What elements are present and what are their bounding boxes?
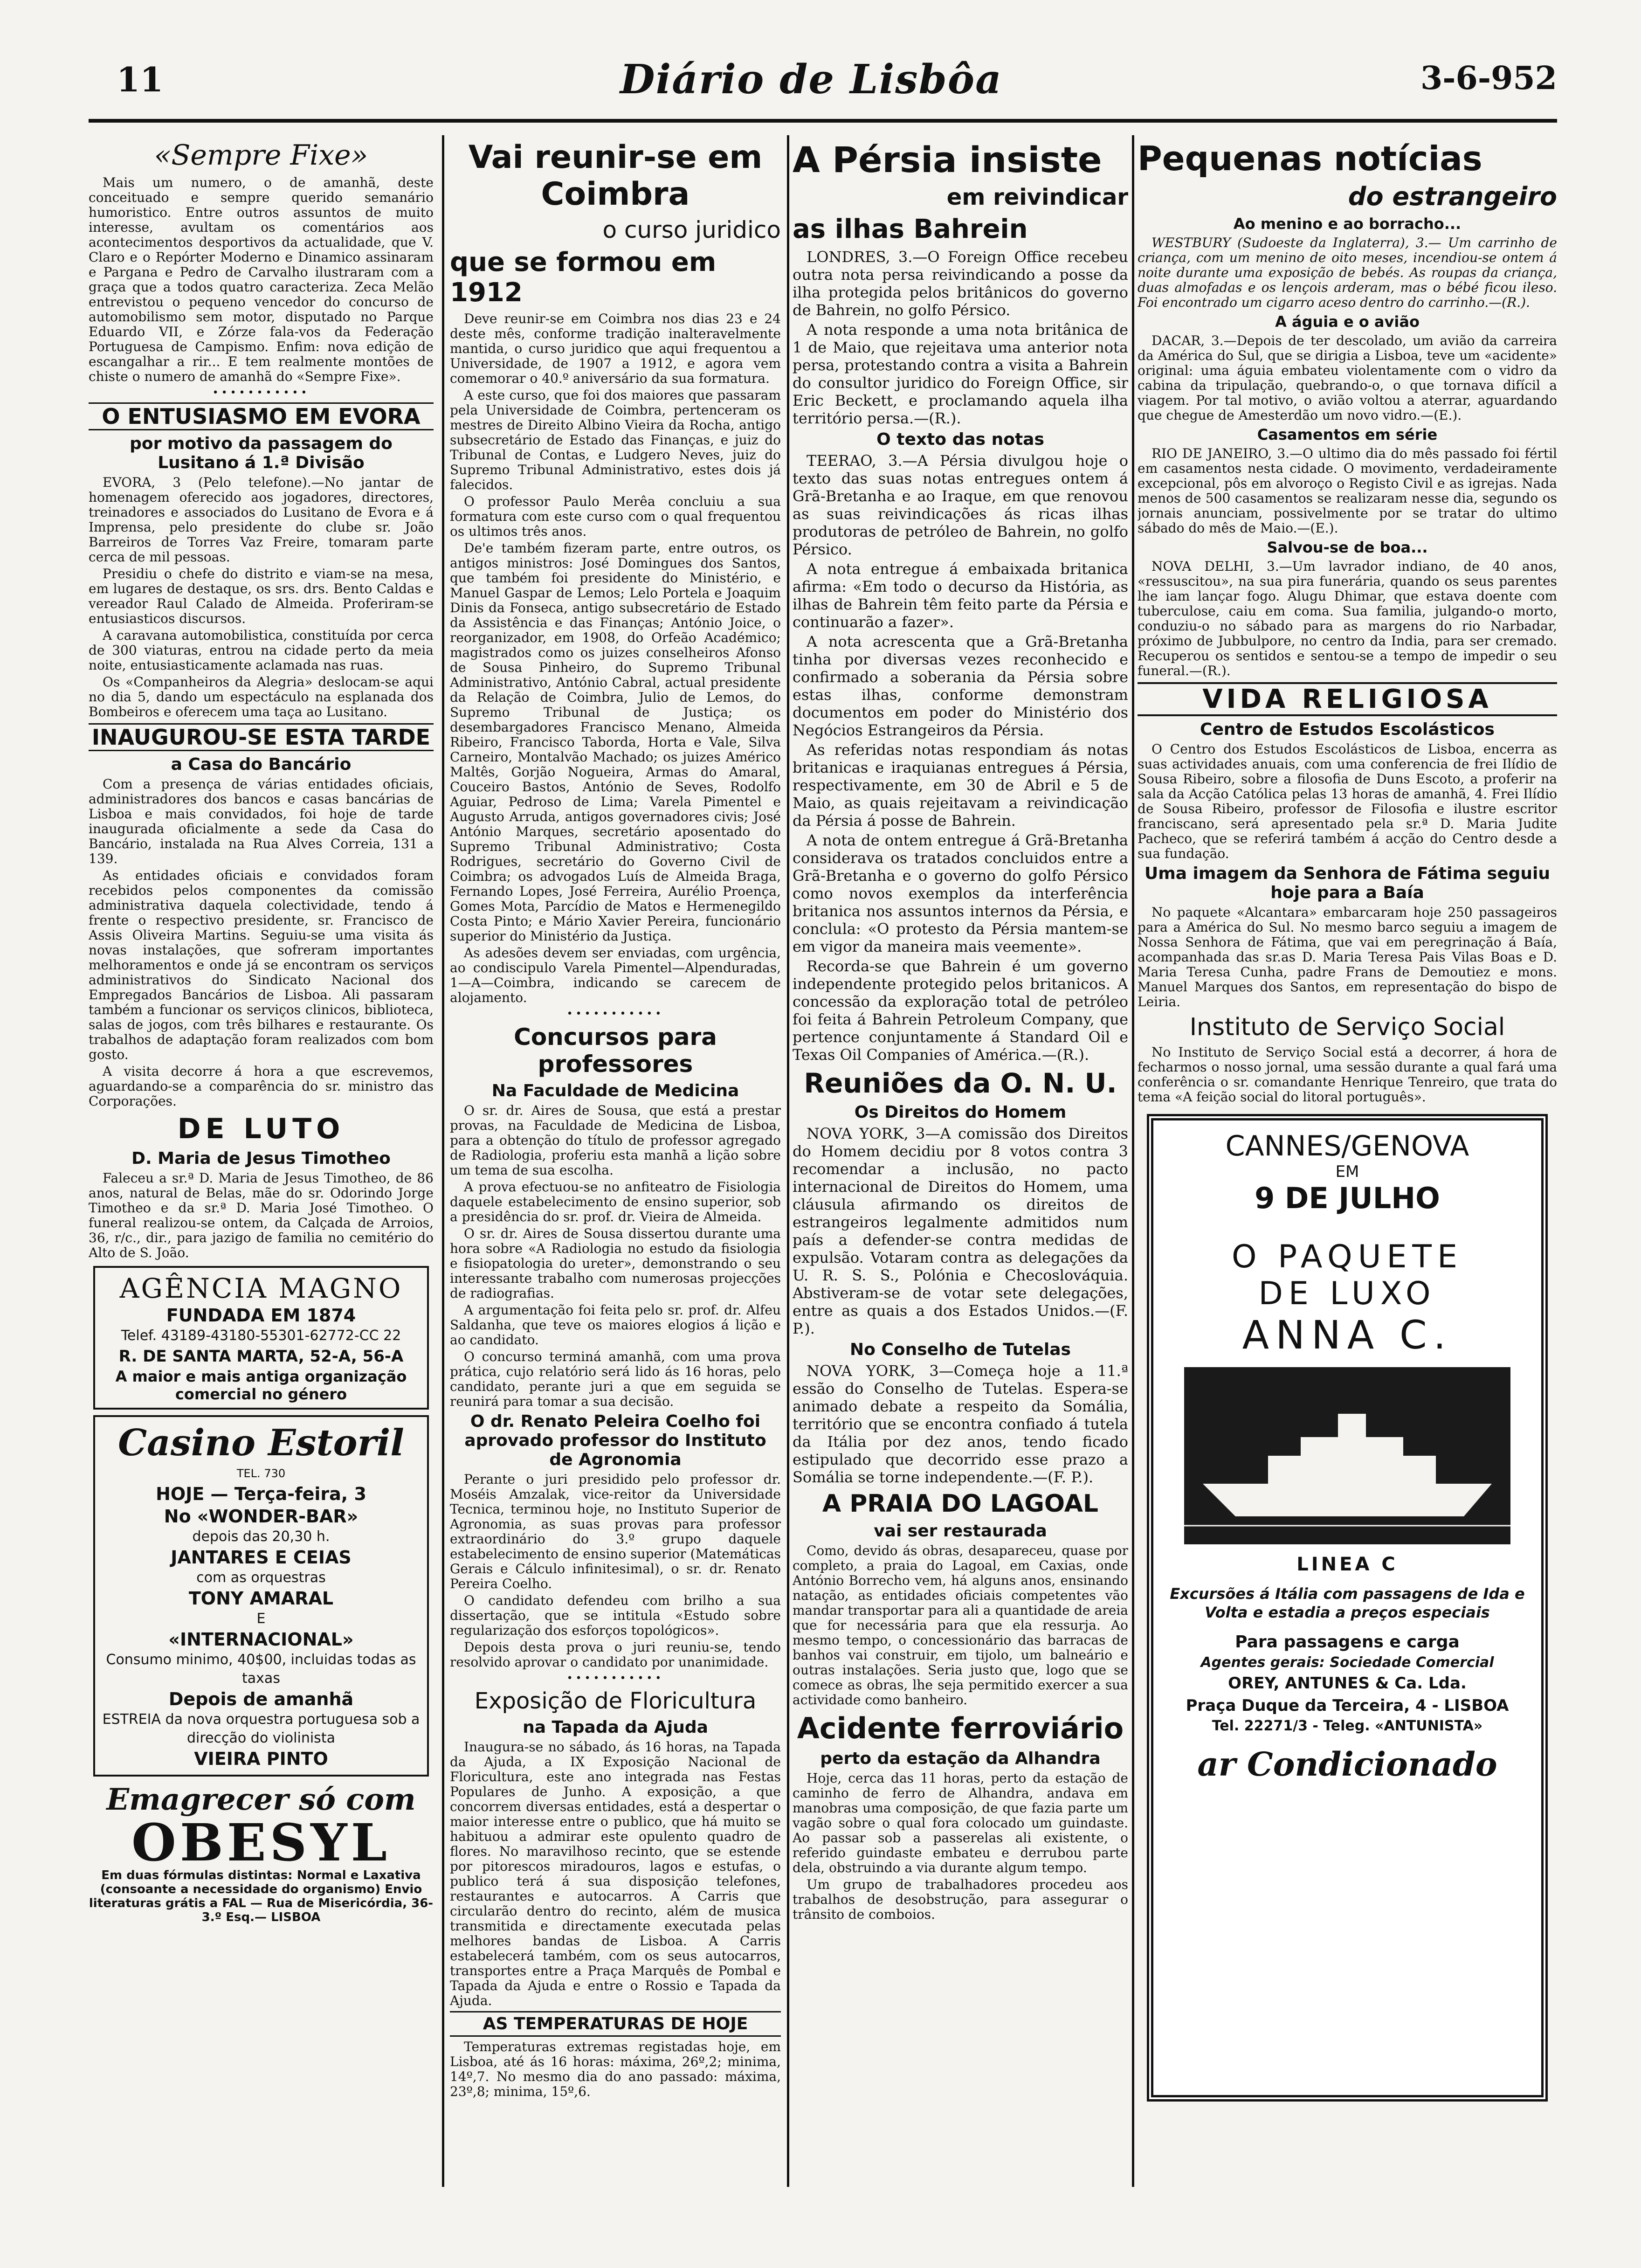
onu-headline: Reuniões da O. N. U.	[804, 1067, 1117, 1099]
column-2	[450, 135, 781, 2187]
brief-headline: Casamentos em série	[1257, 426, 1438, 443]
issue-date: 3-6-952	[1420, 60, 1557, 97]
article-text: As adesões devem ser enviadas, com urgência, ao condiscipulo Varela Pimentel—Alpenduradas, 1—A—Coimbra, indicando se carecem de alojamento.	[450, 945, 781, 1005]
article-text: O sr. dr. Aires de Sousa dissertou durante uma hora sobre «A Radiologia no estudo da fisiologia e fisiopatologia do ureter», demonstrando o seu interessante trabalho com numerosas projecções de radiografias.	[450, 1226, 781, 1301]
casino-line: Depois de amanhã	[168, 1689, 354, 1709]
acidente-headline: Acidente ferroviário	[797, 1711, 1124, 1745]
onu-subhead-2: No Conselho de Tutelas	[850, 1340, 1071, 1359]
ship-icon	[1184, 1367, 1510, 1544]
article-text: O concurso terminá amanhã, com uma prova prática, cujo relatório será lido ás 16 horas, pelo candidato, perante juri a que em seguida se reunirá para tomar a sua decisão.	[450, 1349, 781, 1409]
ad-route: CANNES/GENOVA	[1225, 1130, 1469, 1162]
ad-passagens: Para passagens e carga	[1235, 1632, 1460, 1652]
instituto-headline: Instituto de Serviço Social	[1189, 1013, 1505, 1041]
casino-estoril-ad	[93, 1415, 429, 1777]
floricultura-subhead: na Tapada da Ajuda	[523, 1718, 708, 1737]
masthead-rule	[89, 119, 1557, 123]
lagoal-headline: A PRAIA DO LAGOAL	[822, 1490, 1099, 1518]
article-text: WESTBURY (Sudoeste da Inglaterra), 3.— Um carrinho de criança, com um menino de oito meses, incendiou-se ontem á noite durante uma exposição de bebés. As roupas da criança, duas almofadas e os lençois arderam, mas o bébé ficou ileso. Foi encontrado um cigarro aceso dentro do carrinho.—(R.).	[1138, 235, 1557, 310]
luto-subhead: D. Maria de Jesus Timotheo	[131, 1149, 391, 1168]
article-text: As referidas notas respondiam ás notas britanicas e iraquianas entregues á Pérsia, respectivamente, em 30 de Abril e 5 de Maio, as quais rejeitavam a reivindicação da Pérsia á posse de Bahrein.	[793, 741, 1128, 830]
ad-paquete: O PAQUETE	[1232, 1238, 1463, 1275]
sempre-fixe-title: «Sempre Fixe»	[154, 139, 368, 172]
article-text: Temperaturas extremas registadas hoje, em Lisboa, até ás 16 horas: máxima, 26º,2; minima, 14º,7. No mesmo dia do ano passado: máxima, 23º,8; minima, 15º,6.	[450, 2039, 781, 2099]
article-text: A prova efectuou-se no anfiteatro de Fisiologia daquele estabelecimento de ensino superior, sob a presidência do sr. prof. dr. Vieira de Almeida.	[450, 1179, 781, 1224]
evora-subhead: por motivo da passagem do Lusitano á 1.ª Divisão	[130, 434, 393, 472]
renato-headline: O dr. Renato Peleira Coelho foi aprovado professor do Instituto de Agronomia	[464, 1412, 766, 1469]
anna-c-ship-ad	[1147, 1114, 1548, 2102]
casino-line: HOJE — Terça-feira, 3	[156, 1484, 366, 1504]
article-text: RIO DE JANEIRO, 3.—O ultimo dia do mês passado foi fértil em casamentos nesta cidade. O movimento, verdadeiramente excepcional, pôs em alvoroço o Registo Civil e as igrejas. Nada menos de 500 casamentos se realizaram nesse dia, segundo os jornais anunciam, possivelmente por se tratar do ultimo sábado do mês de Maio.—(E.).	[1138, 446, 1557, 536]
article-text: O Centro dos Estudos Escolásticos de Lisboa, encerra as suas actividades anuais, com uma conferencia de frei Ilídio de Sousa Ribeiro, sobre a filosofia de Duns Escoto, a proferir na sala da Acção Católica pelas 13 horas de amanhã, 4. Frei Ilídio de Sousa Ribeiro, professor de Filosofia e ilustre escritor franciscano, será apresentado pela sr.ª D. Maria Judite Pacheco, que se referirá também á acção do Centro desde a sua fundação.	[1138, 741, 1557, 861]
ad-ship-name: ANNA C.	[1242, 1312, 1453, 1358]
agencia-address: R. DE SANTA MARTA, 52-A, 56-A	[118, 1347, 404, 1366]
ad-agentes: Agentes gerais: Sociedade Comercial	[1200, 1654, 1494, 1671]
article-text: O sr. dr. Aires de Sousa, que está a prestar provas, na Faculdade de Medicina de Lisboa, para a obtenção do título de professor agregado de Radiologia, proferiu esta manhã a lição sobre um tema de sua escolha.	[450, 1103, 781, 1178]
article-text: Depois desta prova o juri reuniu-se, tendo resolvido aprovar o candidato por unanimidade.	[450, 1639, 781, 1670]
vida-religiosa-headline: VIDA RELIGIOSA	[1138, 682, 1557, 716]
article-text: A visita decorre á hora a que escrevemos, aguardando-se a comparência do sr. ministro das Corporações.	[89, 1064, 434, 1109]
evora-headline: O ENTUSIASMO EM EVORA	[89, 402, 434, 430]
casino-logo: Casino Estoril	[118, 1422, 404, 1464]
persia-subhead-3: O texto das notas	[876, 430, 1044, 449]
coimbra-headline: Vai reunir-se em Coimbra	[468, 139, 763, 213]
article-text: Perante o juri presidido pelo professor dr. Moséis Amzalak, vice-reitor da Universidade Tecnica, terminou hoje, no Instituto Superior de Agronomia, as suas provas para professor extraordinário do 3.º grupo daquele estabelecimento de ensino superior (Matemáticas Gerais e Cálculo infinitesimal), o sr. dr. Renato Pereira Coelho.	[450, 1472, 781, 1591]
casino-line: VIEIRA PINTO	[194, 1749, 328, 1769]
separator: •••••••••••	[212, 387, 310, 399]
column-divider	[787, 135, 789, 2187]
lines-logo: LINEA C	[1296, 1554, 1398, 1575]
vida-religiosa-subhead: Centro de Estudos Escolásticos	[1200, 720, 1495, 739]
lagoal-subhead: vai ser restaurada	[874, 1521, 1047, 1541]
casino-line: com as orquestras	[196, 1570, 326, 1586]
column-divider	[1132, 135, 1134, 2187]
article-text: Um grupo de trabalhadores procedeu aos trabalhos de desobstrução, para assegurar o trânsito de comboios.	[793, 1877, 1128, 1922]
article-text: O professor Paulo Merêa concluiu a sua formatura com este curso com o qual frequentou os ultimos três anos.	[450, 494, 781, 539]
article-text: O candidato defendeu com brilho a sua dissertação, que se intitula «Estudo sobre regularização dos esforços topológicos».	[450, 1593, 781, 1638]
article-text: Faleceu a sr.ª D. Maria de Jesus Timotheo, de 86 anos, natural de Belas, mãe do sr. Odorindo Jorge Timotheo e da sr.ª D. Maria José Timotheo. O funeral realizou-se ontem, da Calçada de Arroios, 36, r/c., dir., para jazigo de familia no cemitério do Alto de S. João.	[89, 1170, 434, 1260]
casino-line: depois das 20,30 h.	[192, 1528, 330, 1545]
article-text: A este curso, que foi dos maiores que passaram pela Universidade de Coimbra, pertenceram os mestres de Direito Albino Vieira da Rocha, antigo subsecretário de Estado das Finanças, e juiz do Tribunal de Contas, e Ludgero Neves, juiz do Supremo Tribunal Administrativo, estes dois já falecidos.	[450, 387, 781, 492]
obesyl-name: OBESYL	[131, 1812, 391, 1873]
article-text: NOVA DELHI, 3.—Um lavrador indiano, de 40 anos, «ressuscitou», na sua pira funerária, quando os seus parentes lhe iam lançar fogo. Alugu Dhimar, que estava doente com tuberculose, caiu em coma. Sua familia, julgando-o morto, conduziu-o no sábado para as margens do rio Narbadar, próximo de Jubbulpore, no centro da India, para ser cremado. Recuperou os sentidos e sentou-se a tempo de impedir o seu funeral.—(R.).	[1138, 559, 1557, 678]
page-number: 11	[117, 60, 164, 99]
column-4	[1138, 135, 1557, 2187]
ad-de-luxo: DE LUXO	[1258, 1275, 1436, 1312]
article-text: A argumentação foi feita pelo sr. prof. dr. Alfeu Saldanha, que teve os maiores elogios á lição e ao candidato.	[450, 1302, 781, 1348]
casino-tel: TEL. 730	[236, 1467, 286, 1480]
article-text: De'e também fizeram parte, entre outros, os antigos ministros: José Domingues dos Santos, que também foi presidente do Ministério, e Manuel Gaspar de Lemos; Lelo Portela e Joaquim Dinis da Fonseca, antigo subsecretário de Estado da Assistência e das Finanças; António Joice, o reorganizador, em 1908, do Orfeão Académico; magistrados como os juizes conselheiros Afonso de Sousa Pinheiro, do Supremo Tribunal Administrativo, António Cabral, actual presidente da Relação de Coimbra, Julio de Lemos, do Supremo Tribunal de Justiça; os desembargadores Francisco Menano, Almeida Ribeiro, Francisco Taborda, Horta e Vale, Silva Carneiro, Montalvão Machado; os juizes Américo Maltês, Gorjão Nogueira, Armas do Amaral, Couceiro Bastos, António de Seves, Rodolfo Aguiar, Pedroso de Lima; Varela Pimentel e Augusto Arruda, antigos governadores civis; José António Marques, secretário aposentado do Supremo Tribunal Administrativo; Costa Rodrigues, secretário do Governo Civil de Coimbra; os advogados Luís de Almeida Braga, Fernando Lopes, José Ferreira, Aurélio Proença, Gomes Mota, Parcídio de Matos e Hermenegildo Costa Pinto; e Mário Xavier Pereira, funcionário superior do Ministério da Justiça.	[450, 540, 781, 944]
agencia-magno-ad	[93, 1266, 429, 1410]
persia-headline: A Pérsia insiste	[793, 139, 1102, 180]
article-text: Como, devido ás obras, desapareceu, quase por completo, a praia do Lagoal, em Caxias, onde António Borrecho vem, há alguns anos, ensinando natação, as entidades oficiais competentes vão mandar transportar para ali a quantidade de areia que for necessária para que ela ressurja. Ao mesmo tempo, o concessionário das barracas de banhos vai construir, em tijolo, um balneário e outras instalações. Seria justo que, logo que se comece as obras, lhe seja permitido exercer a sua actividade como banheiro.	[793, 1543, 1128, 1708]
article-text: No paquete «Alcantara» embarcaram hoje 250 passageiros para a América do Sul. No mesmo barco seguiu a imagem de Nossa Senhora de Fátima, que vai em peregrinação á Baía, acompanhada das sr.as D. Maria Teresa Pais Vilas Boas e D. Maria Teresa Cunha, padre Frans de Demoutiez e mons. Manuel Marques dos Santos, em representação do bispo de Leiria.	[1138, 905, 1557, 1010]
ad-address: Praça Duque da Terceira, 4 - LISBOA	[1186, 1696, 1509, 1715]
persia-subhead: em reivindicar	[946, 184, 1128, 210]
luto-headline: DE LUTO	[177, 1113, 345, 1145]
casino-line: No «WONDER-BAR»	[164, 1506, 359, 1527]
ad-excursions: Excursões á Itália com passagens de Ida e Volta e estadia a preços especiais	[1170, 1585, 1525, 1621]
concursos-headline: Concursos para professores	[514, 1023, 717, 1078]
agencia-slogan: A maior e mais antiga organização comercial no género	[115, 1368, 407, 1403]
article-text: LONDRES, 3.—O Foreign Office recebeu outra nota persa reivindicando a posse da ilha protegida pelos britânicos do governo de Bahrein, no golfo Pérsico.	[793, 248, 1128, 319]
article-text: Com a presença de várias entidades oficiais, administradores dos bancos e casas bancárias de Lisboa e mais convidados, foi hoje de tarde inaugurada oficialmente a sede da Casa do Bancário, instalada na Rua Alves Correia, 131 a 139.	[89, 776, 434, 866]
article-text: A nota entregue á embaixada britanica afirma: «Em todo o decurso da História, as ilhas de Bahrein têm feito parte da Pérsia e continuarão a fazer».	[793, 560, 1128, 631]
column-3	[793, 135, 1128, 2187]
obesyl-slogan: Emagrecer só com	[106, 1782, 416, 1817]
coimbra-subhead: o curso juridico	[602, 216, 781, 243]
column-1	[89, 135, 434, 2187]
article-text: NOVA YORK, 3—Começa hoje a 11.ª essão do Conselho de Tutelas. Espera-se animado debate a respeito da Somália, território que se encontra confiado á tutela da Itália por dez anos, tendo ficado estipulado que decorrido esse prazo a Somália se torne independente.—(F. P.).	[793, 1362, 1128, 1486]
article-text: NOVA YORK, 3—A comissão dos Direitos do Homem decidiu por 8 votos contra 3 recomendar a inclusão, no pacto internacional de Direitos do Homem, uma cláusula afirmando os direitos de estrangeiros legalmente admitidos num país a defender-se contra medidas de expulsão. Votaram contra as delegações da U. R. S. S., Polónia e Checoslováquia. Abstiveram-se de votar sete delegações, entre as quais a dos Estados Unidos.—(F. P.).	[793, 1125, 1128, 1337]
separator: •••••••••••	[566, 1673, 664, 1684]
agencia-founded: FUNDADA EM 1874	[166, 1305, 356, 1326]
separator: •••••••••••	[566, 1008, 664, 1020]
article-text: DACAR, 3.—Depois de ter descolado, um avião da carreira da América do Sul, que se dirigia a Lisboa, teve um «acidente» original: uma águia embateu violentamente com o vidro da cabina da tripulação, quebrando-o, o que tornava difícil a viagem. Por tal motivo, o avião voltou a aterrar, aguardando que chegue de Amesterdão um novo vidro.—(E.).	[1138, 333, 1557, 423]
bancario-headline: INAUGUROU-SE ESTA TARDE	[89, 723, 434, 751]
floricultura-headline: Exposição de Floricultura	[474, 1688, 757, 1714]
casino-line: «INTERNACIONAL»	[168, 1629, 354, 1650]
obesyl-text: Em duas fórmulas distintas: Normal e Laxativa (consoante a necessidade do organismo) Envio literaturas grátis a FAL — Rua de Misericórdia, 36-3.º Esq.— LISBOA	[89, 1868, 434, 1924]
fatima-headline: Uma imagem da Senhora de Fátima seguiu hoje para a Baía	[1144, 864, 1551, 902]
pequenas-subhead: do estrangeiro	[1348, 182, 1557, 211]
agencia-phones: Telef. 43189-43180-55301-62772-CC 22	[121, 1328, 401, 1344]
casino-line: TONY AMARAL	[188, 1588, 334, 1609]
brief-headline: Salvou-se de boa...	[1267, 539, 1428, 556]
bancario-subhead: a Casa do Bancário	[171, 755, 352, 774]
ad-tel: Tel. 22271/3 - Teleg. «ANTUNISTA»	[1212, 1718, 1483, 1734]
pequenas-headline: Pequenas notícias	[1138, 139, 1482, 178]
article-text: Deve reunir-se em Coimbra nos dias 23 e 24 deste mês, conforme tradição inalteravelmente mantida, o curso juridico que aqui frequentou a Universidade, de 1907 a 1912, e agora vem comemorar o 40.º aniversário da sua formatura.	[450, 311, 781, 386]
temperaturas-headline: AS TEMPERATURAS DE HOJE	[450, 2011, 781, 2037]
acidente-subhead: perto da estação da Alhandra	[820, 1749, 1101, 1768]
casino-line: JANTARES E CEIAS	[171, 1547, 352, 1568]
article-text: As entidades oficiais e convidados foram recebidos pelos componentes da comissão administrativa daquela colectividade, tendo á frente o respectivo presidente, sr. Francisco de Assis Oliveira Martins. Seguiu-se uma visita ás novas instalações, que sofreram importantes melhoramentos e onde já se encontram os serviços administrativos do Sindicato Nacional dos Empregados Bancários de Lisboa. Ali passaram também a funcionar os serviços clinicos, biblioteca, salas de jogos, com três bilhares e restaurante. Os trabalhos de adaptação foram realizados com bom gosto.	[89, 868, 434, 1062]
casino-line: E	[256, 1611, 266, 1627]
coimbra-subhead-2: que se formou em 1912	[450, 247, 717, 308]
article-text: Mais um numero, o de amanhã, deste conceituado e sempre querido semanário humoristico. Entre outros assuntos de muito interesse, avultam os comentários aos acontecimentos desportivos da actualidade, que V. Claro e o Repórter Moderno e Dinamico assinaram e Pargana e Pedro de Carvalho ilustraram com a graça que a todos quatro caracteriza. Zeca Melão entrevistou o pequeno vencedor do concurso de automobilismo sem motor, disputado no Parque Eduardo VII, e Zórze fala-vos da Federação Portuguesa de Campismo. Enfim: nova edição de escangalhar a rir... E tem realmente montões de chiste o numero de amanhã do «Sempre Fixe».	[89, 175, 434, 384]
concursos-subhead: Na Faculdade de Medicina	[491, 1081, 739, 1100]
column-divider	[442, 135, 444, 2187]
brief-headline: Ao menino e ao borracho...	[1233, 215, 1462, 233]
casino-line: ESTREIA da nova orquestra portuguesa sob a direcção do violinista	[102, 1711, 420, 1746]
obesyl-ad	[89, 1782, 434, 1924]
ad-date: 9 DE JULHO	[1255, 1181, 1440, 1215]
article-text: EVORA, 3 (Pelo telefone).—No jantar de homenagem oferecido aos jogadores, directores, treinadores e associados do Lusitano de Evora e á Imprensa, pelo presidente do clube sr. João Barreiros de Torres Vaz Freire, tomaram parte cerca de mil pessoas.	[89, 475, 434, 565]
masthead	[107, 56, 1557, 112]
casino-line: Consumo minimo, 40$00, incluidas todas as taxas	[106, 1652, 416, 1687]
article-text: A nota acrescenta que a Grã-Bretanha tinha por diversas vezes reconhecido e confirmado a soberania da Pérsia sobre estas ilhas, conforme demonstram documentos em poder do Ministério dos Negócios Estrangeiros da Pérsia.	[793, 633, 1128, 739]
article-text: A nota responde a uma nota britânica de 1 de Maio, que rejeitava uma anterior nota persa, protestando contra a visita a Bahrein do consultor juridico do Foreign Office, sir Eric Beckett, e proclamando aquela ilha território persa.—(R.).	[793, 321, 1128, 427]
article-text: TEERAO, 3.—A Pérsia divulgou hoje o texto das suas notas entregues ontem á Grã-Bretanha e ao Iraque, em que renovou as suas reivindicações ás ricas ilhas produtoras de petróleo de Bahrein, no golfo Pérsico.	[793, 452, 1128, 558]
ship-illustration	[1184, 1367, 1510, 1544]
ad-footer: ar Condicionado	[1197, 1745, 1497, 1784]
agencia-name: AGÊNCIA MAGNO	[119, 1272, 403, 1304]
article-text: No Instituto de Serviço Social está a decorrer, á hora de fecharmos o nosso jornal, uma sessão durante a qual fará uma conferência o sr. comandante Henrique Tenreiro, que trata do tema «A feição social do litoral português».	[1138, 1044, 1557, 1105]
ad-em: EM	[1335, 1162, 1359, 1181]
article-text: A caravana automobilistica, constituída por cerca de 300 viaturas, entrou na cidade perto da meia noite, entusiasticamente aclamada nas ruas.	[89, 628, 434, 673]
article-text: Os «Companheiros da Alegria» deslocam-se aqui no dia 5, dando um espectáculo na esplanada dos Bombeiros e oferecem uma taça ao Lusitano.	[89, 674, 434, 719]
persia-subhead-2: as ilhas Bahrein	[793, 214, 1028, 244]
article-text: Hoje, cerca das 11 horas, perto da estação de caminho de ferro de Alhandra, andava em manobras uma composição, de que fazia parte um vagão sobre o qual fora colocado um guindaste. Ao passar sob a passerelas ali existente, o referido guindaste embateu e derrubou parte dela, obstruindo a via durante algum tempo.	[793, 1770, 1128, 1875]
article-text: A nota de ontem entregue á Grã-Bretanha considerava os tratados concluidos entre a Grã-Bretanha e o governo do golfo Pérsico como novos exemplos da interferência britanica nos assuntos internos da Pérsia, e conclula: «O protesto da Pérsia mantem-se em vigor da maneira mais veemente».	[793, 831, 1128, 955]
article-text: Recorda-se que Bahrein é um governo independente protegido pelos britanicos. A concessão da exploração total de petróleo foi feita á Bahrein Petroleum Company, que pertence conjuntamente á Standard Oil e Texas Oil Companies of América.—(R.).	[793, 957, 1128, 1064]
article-text: Presidiu o chefe do distrito e viam-se na mesa, em lugares de destaque, os srs. drs. Bento Caldas e vereador Raul Calado de Almeida. Proferiram-se entusiasticos discursos.	[89, 566, 434, 626]
brief-headline: A águia e o avião	[1275, 313, 1420, 331]
newspaper-title: Diário de Lisbôa	[620, 56, 1002, 103]
ad-company: OREY, ANTUNES & Ca. Lda.	[1228, 1674, 1467, 1693]
onu-subhead: Os Direitos do Homem	[854, 1103, 1067, 1122]
article-text: Inaugura-se no sábado, ás 16 horas, na Tapada da Ajuda, a IX Exposição Nacional de Floricultura, este ano integrada nas Festas Populares de Junho. A exposição, a que concorrem diversas entidades, está a despertar o maior interesse entre o publico, que há muito se habituou a admirar este opulento quadro de flores. No maravilhoso recinto, que se estende por pitorescos miradouros, lagos e estufas, o publico terá á sua disposição telefones, restaurantes e autocarros. A Carris que circularão dentro do recinto, além de musica transmitida e directamente executada pelas melhores bandas de Lisboa. A Carris estabelecerá também, com os seus autocarros, transportes entre a Praça Marquês de Pombal e Tapada da Ajuda e entre o Rossio e Tapada da Ajuda.	[450, 1739, 781, 2008]
